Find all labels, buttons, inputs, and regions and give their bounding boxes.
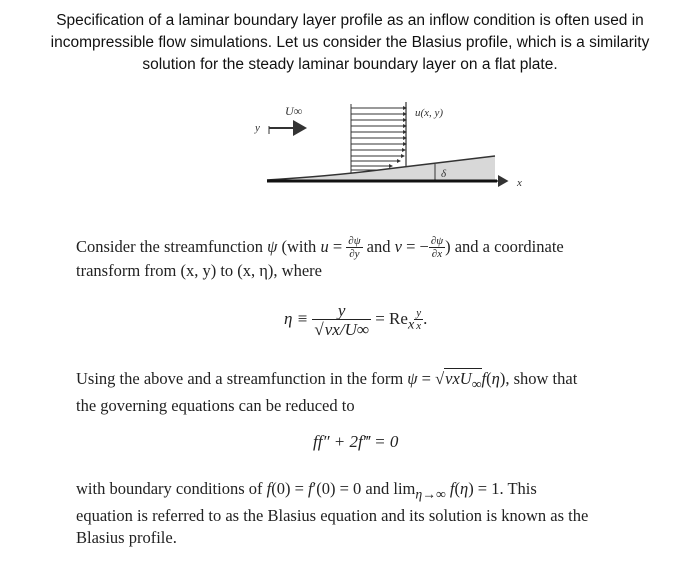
eta-lhs: η ≡ bbox=[284, 308, 309, 328]
intro-line-1: Specification of a laminar boundary layer profile as an inflow condition is often used in bbox=[56, 12, 644, 29]
eta-rhs-subscript: x bbox=[407, 316, 415, 333]
profile-label: u(x, y) bbox=[415, 107, 444, 119]
eta-fraction: $\frac{y}{√\nu x/U\infty}$ bbox=[314, 301, 369, 339]
eta-rhs-numerator: y bbox=[416, 307, 422, 319]
delta-label: δ bbox=[441, 168, 447, 180]
x-label: x bbox=[517, 177, 522, 189]
boundary-layer-diagram bbox=[245, 98, 525, 194]
eta-rhs-fraction bbox=[414, 308, 423, 332]
eta-denominator: νx/U∞ bbox=[324, 320, 369, 339]
paragraph-2-line-2: the governing equations can be reduced to bbox=[76, 396, 355, 416]
blasius-equation-text: ff″ + 2f‴ = 0 bbox=[313, 432, 399, 451]
intro-line-3: solution for the steady laminar boundary layer on a flat plate. bbox=[142, 56, 558, 73]
eta-rhs: = Re bbox=[375, 308, 408, 328]
boundary-conditions-text: with boundary conditions of bbox=[76, 479, 263, 498]
intro-text bbox=[14, 10, 686, 76]
v-derivative-fraction: $\frac{\partial\psi}{\partial x}$ bbox=[430, 235, 444, 261]
show-that-text: , show that bbox=[505, 369, 578, 388]
eta-numerator: y bbox=[337, 301, 346, 320]
y-label: y bbox=[255, 122, 260, 134]
using-text: Using the above and a streamfunction in the form bbox=[76, 369, 404, 388]
paragraph-boundary-conditions bbox=[76, 478, 672, 549]
paragraph-3-line-1: with boundary conditions of f(0) = f′(0) = 0 and $\lim_{\eta\to\infty} f(\eta) = 1$. This bbox=[76, 479, 537, 502]
and-lim-text: and bbox=[365, 479, 390, 498]
velocity-profile-arrows bbox=[351, 108, 403, 174]
velocity-arrowheads bbox=[389, 106, 407, 168]
u-infinity-label: U∞ bbox=[285, 104, 303, 118]
paragraph-1-line-1: Consider the streamfunction ψ (with u = $\frac{\partial\psi}{\partial y}$ and v = − $\frac{\partial\psi}{\partial x}$ ) and a coordinate bbox=[76, 235, 564, 261]
coordinate-text: ) and a coordinate bbox=[445, 237, 564, 256]
eta-equation: η ≡ $\frac{y}{√\nu x/U\infty}$ = $Re_x$ $\frac{y}{x}$ . bbox=[284, 301, 428, 339]
paragraph-3-line-2: equation is referred to as the Blasius equation and its solution is known as the bbox=[76, 506, 589, 526]
intro-line-2: incompressible flow simulations. Let us consider the Blasius profile, which is a similarity bbox=[50, 34, 650, 51]
paragraph-1-line-2: transform from (x, y) to (x, η), where bbox=[76, 261, 322, 281]
paragraph-streamfunction bbox=[76, 236, 672, 282]
with-text: (with bbox=[281, 237, 317, 256]
consider-text: Consider the streamfunction bbox=[76, 237, 263, 256]
paragraph-3-line-3: Blasius profile. bbox=[76, 528, 177, 548]
paragraph-2-line-1: Using the above and a streamfunction in the form ψ = √νxU$_\infty$f(η), show that bbox=[76, 369, 578, 392]
this-text: . This bbox=[499, 479, 537, 498]
and-text: and bbox=[366, 237, 391, 256]
paragraph-reduction bbox=[76, 368, 672, 417]
u-derivative-fraction: $\frac{\partial\psi}{\partial y}$ bbox=[348, 235, 361, 261]
blasius-equation bbox=[313, 432, 398, 452]
eta-rhs-denominator: x bbox=[416, 320, 422, 332]
